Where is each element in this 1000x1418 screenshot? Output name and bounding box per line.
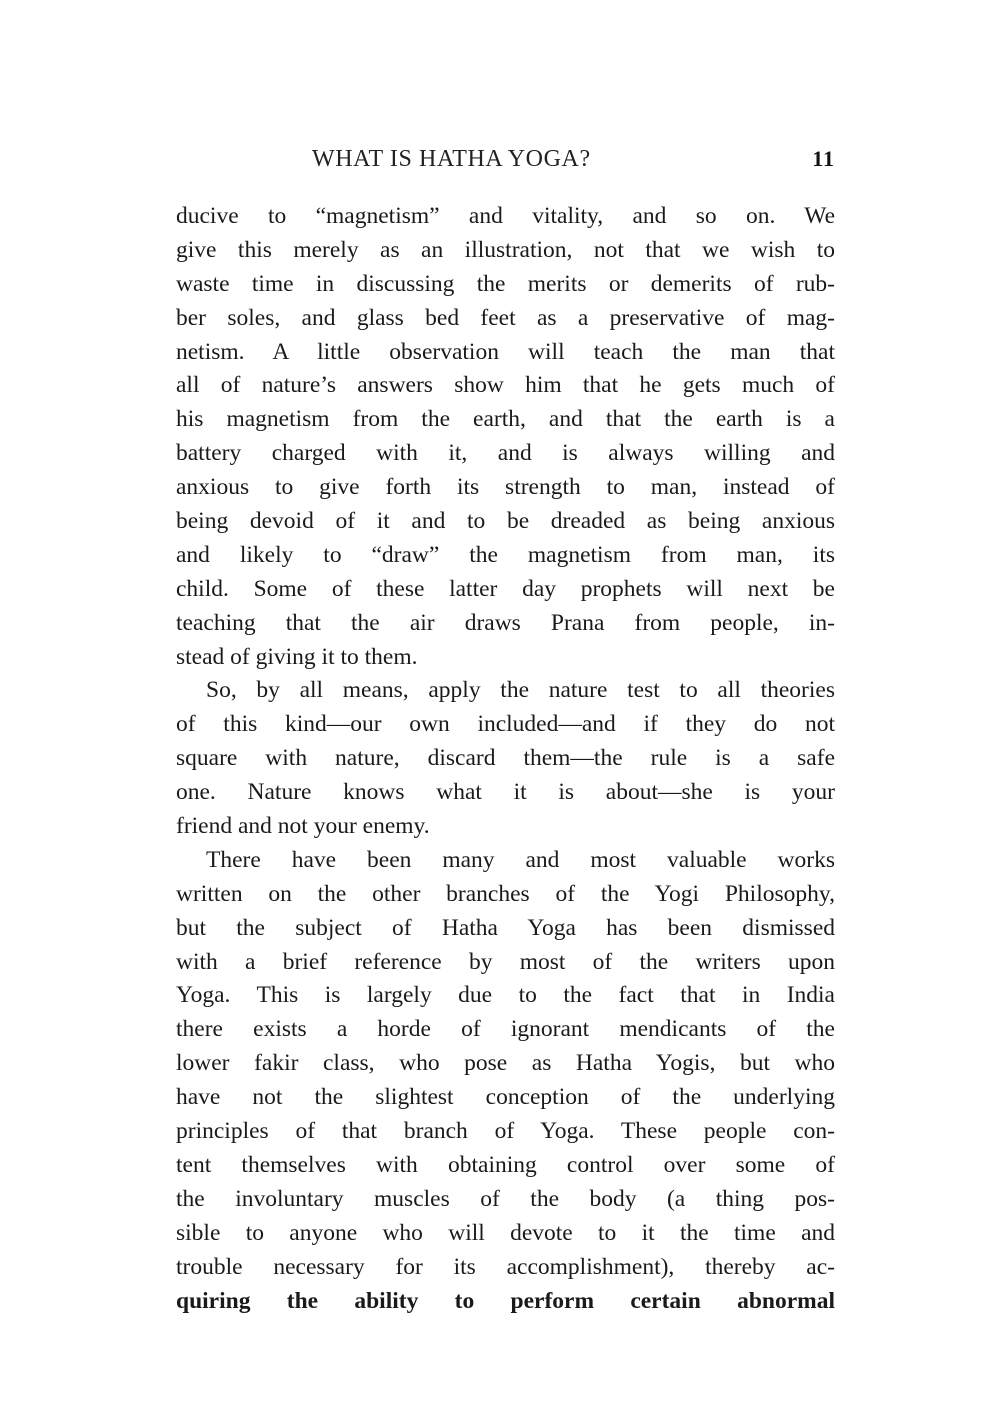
text-line: trouble necessary for its accomplishment), thereby ac- [176, 1253, 835, 1280]
text-line: have not the slightest conception of the underlying [176, 1084, 835, 1111]
text-line: battery charged with it, and is always willing and [176, 440, 835, 467]
text-line: one. Nature knows what it is about—she is your [176, 779, 835, 806]
text-line: written on the other branches of the Yogi Philosophy, [176, 880, 835, 907]
text-line: ducive to “magnetism” and vitality, and so on. We [176, 203, 835, 229]
text-line: but the subject of Hatha Yoga has been dismissed [176, 914, 835, 941]
text-line: ber soles, and glass bed feet as a preservative of mag- [176, 304, 835, 331]
text-line: square with nature, discard them—the rule is a safe [176, 745, 835, 772]
text-line: sible to anyone who will devote to it the time and [176, 1219, 835, 1246]
text-line: his magnetism from the earth, and that the earth is a [176, 406, 835, 433]
text-line: waste time in discussing the merits or demerits of rub- [176, 270, 835, 297]
text-line: tent themselves with obtaining control over some of [176, 1151, 835, 1178]
text-line: give this merely as an illustration, not that we wish to [176, 236, 835, 263]
text-line: friend and not your enemy. [176, 813, 430, 840]
text-line: stead of giving it to them. [176, 643, 418, 670]
paragraph [176, 674, 835, 843]
text-line: of this kind—our own included—and if they do not [176, 711, 835, 738]
text-line: with a brief reference by most of the writers upon [176, 948, 835, 975]
text-line: being devoid of it and to be dreaded as being anxious [176, 508, 835, 535]
text-line: anxious to give forth its strength to man, instead of [176, 474, 835, 501]
text-line: the involuntary muscles of the body (a thing pos- [176, 1185, 835, 1212]
text-line: and likely to “draw” the magnetism from man, its [176, 541, 835, 568]
text-line: There have been many and most valuable works [206, 846, 835, 873]
running-head [176, 146, 835, 178]
text-line: Yoga. This is largely due to the fact that in India [176, 982, 835, 1009]
text-line: netism. A little observation will teach the man that [176, 338, 835, 365]
text-line: all of nature’s answers show him that he gets much of [176, 372, 835, 399]
running-title: WHAT IS HATHA YOGA? [312, 146, 591, 172]
text-line: principles of that branch of Yoga. These people con- [176, 1118, 835, 1145]
text-line: So, by all means, apply the nature test to all theories [206, 677, 835, 704]
body-text [176, 200, 835, 1318]
text-line: child. Some of these latter day prophets will next be [176, 575, 835, 602]
text-line: there exists a horde of ignorant mendicants of the [176, 1016, 835, 1043]
text-line: quiring the ability to perform certain abnormal [176, 1287, 835, 1314]
paragraph [176, 844, 835, 1318]
page-number: 11 [812, 146, 835, 171]
paragraph [176, 200, 835, 674]
text-line: teaching that the air draws Prana from people, in- [176, 609, 835, 636]
text-line: lower fakir class, who pose as Hatha Yogis, but who [176, 1050, 835, 1077]
